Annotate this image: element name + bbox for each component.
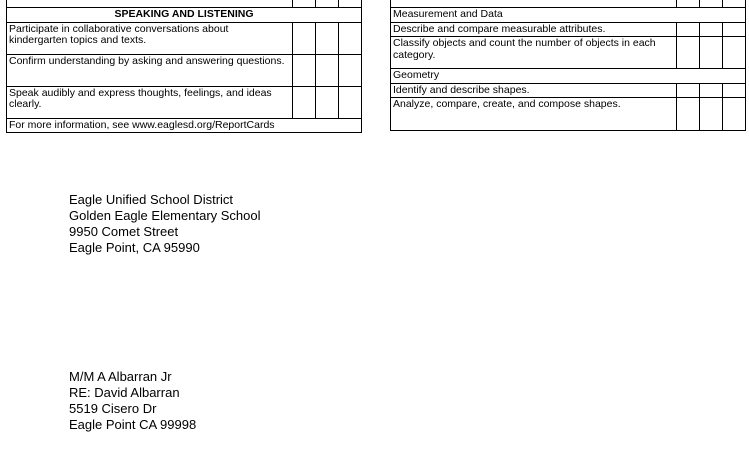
sender-address-line: 9950 Comet Street bbox=[69, 224, 179, 239]
section-heading-geometry: Geometry bbox=[391, 69, 746, 84]
standard-description: Describe and compare measurable attributes. bbox=[391, 22, 677, 37]
recipient-address-line: RE: David Albarran bbox=[69, 385, 180, 400]
standard-description: Identify and describe shapes. bbox=[391, 83, 677, 98]
grade-cell bbox=[722, 98, 745, 131]
grade-cell bbox=[315, 54, 338, 86]
grade-cell bbox=[699, 0, 722, 8]
grade-cell bbox=[292, 86, 315, 118]
table-cell-empty bbox=[7, 0, 293, 8]
section-heading: SPEAKING AND LISTENING bbox=[7, 8, 362, 23]
standard-description: Speak audibly and express thoughts, feelings, and ideas clearly. bbox=[7, 86, 293, 118]
standard-description: Confirm understanding by asking and answering questions. bbox=[7, 54, 293, 86]
grade-cell bbox=[676, 98, 699, 131]
grade-cell bbox=[315, 86, 338, 118]
grade-cell bbox=[699, 98, 722, 131]
grade-cell bbox=[699, 37, 722, 69]
grade-cell bbox=[722, 0, 745, 8]
grade-cell bbox=[338, 0, 361, 8]
grade-cell bbox=[315, 22, 338, 54]
standard-description: Analyze, compare, create, and compose shapes. bbox=[391, 98, 677, 131]
grade-cell bbox=[292, 22, 315, 54]
sender-address-line: Eagle Point, CA 95990 bbox=[69, 240, 200, 255]
standard-description: Participate in collaborative conversations about kindergarten topics and texts. bbox=[7, 22, 293, 54]
recipient-address-line: M/M A Albarran Jr bbox=[69, 369, 172, 384]
grade-cell bbox=[676, 83, 699, 98]
more-info-footer: For more information, see www.eaglesd.org/ReportCards bbox=[7, 118, 362, 133]
grade-cell bbox=[338, 54, 361, 86]
grade-cell bbox=[315, 0, 338, 8]
grade-cell bbox=[292, 54, 315, 86]
grade-cell bbox=[699, 83, 722, 98]
grade-cell bbox=[722, 22, 745, 37]
sender-address bbox=[69, 192, 261, 256]
grade-cell bbox=[699, 22, 722, 37]
grade-cell bbox=[722, 83, 745, 98]
recipient-address-line: Eagle Point CA 99998 bbox=[69, 417, 197, 432]
section-heading-measurement: Measurement and Data bbox=[391, 8, 746, 23]
grade-cell bbox=[722, 37, 745, 69]
grade-cell bbox=[676, 0, 699, 8]
grade-cell bbox=[338, 86, 361, 118]
recipient-address bbox=[69, 369, 196, 433]
grade-cell bbox=[676, 37, 699, 69]
grade-cell bbox=[676, 22, 699, 37]
recipient-address-line: 5519 Cisero Dr bbox=[69, 401, 157, 416]
grade-cell bbox=[292, 0, 315, 8]
standard-description: Classify objects and count the number of objects in each category. bbox=[391, 37, 677, 69]
sender-address-line: Eagle Unified School District bbox=[69, 192, 234, 207]
grade-cell bbox=[338, 22, 361, 54]
speaking-listening-table bbox=[6, 0, 362, 133]
table-cell-empty bbox=[391, 0, 677, 8]
math-standards-table bbox=[390, 0, 746, 131]
sender-address-line: Golden Eagle Elementary School bbox=[69, 208, 261, 223]
